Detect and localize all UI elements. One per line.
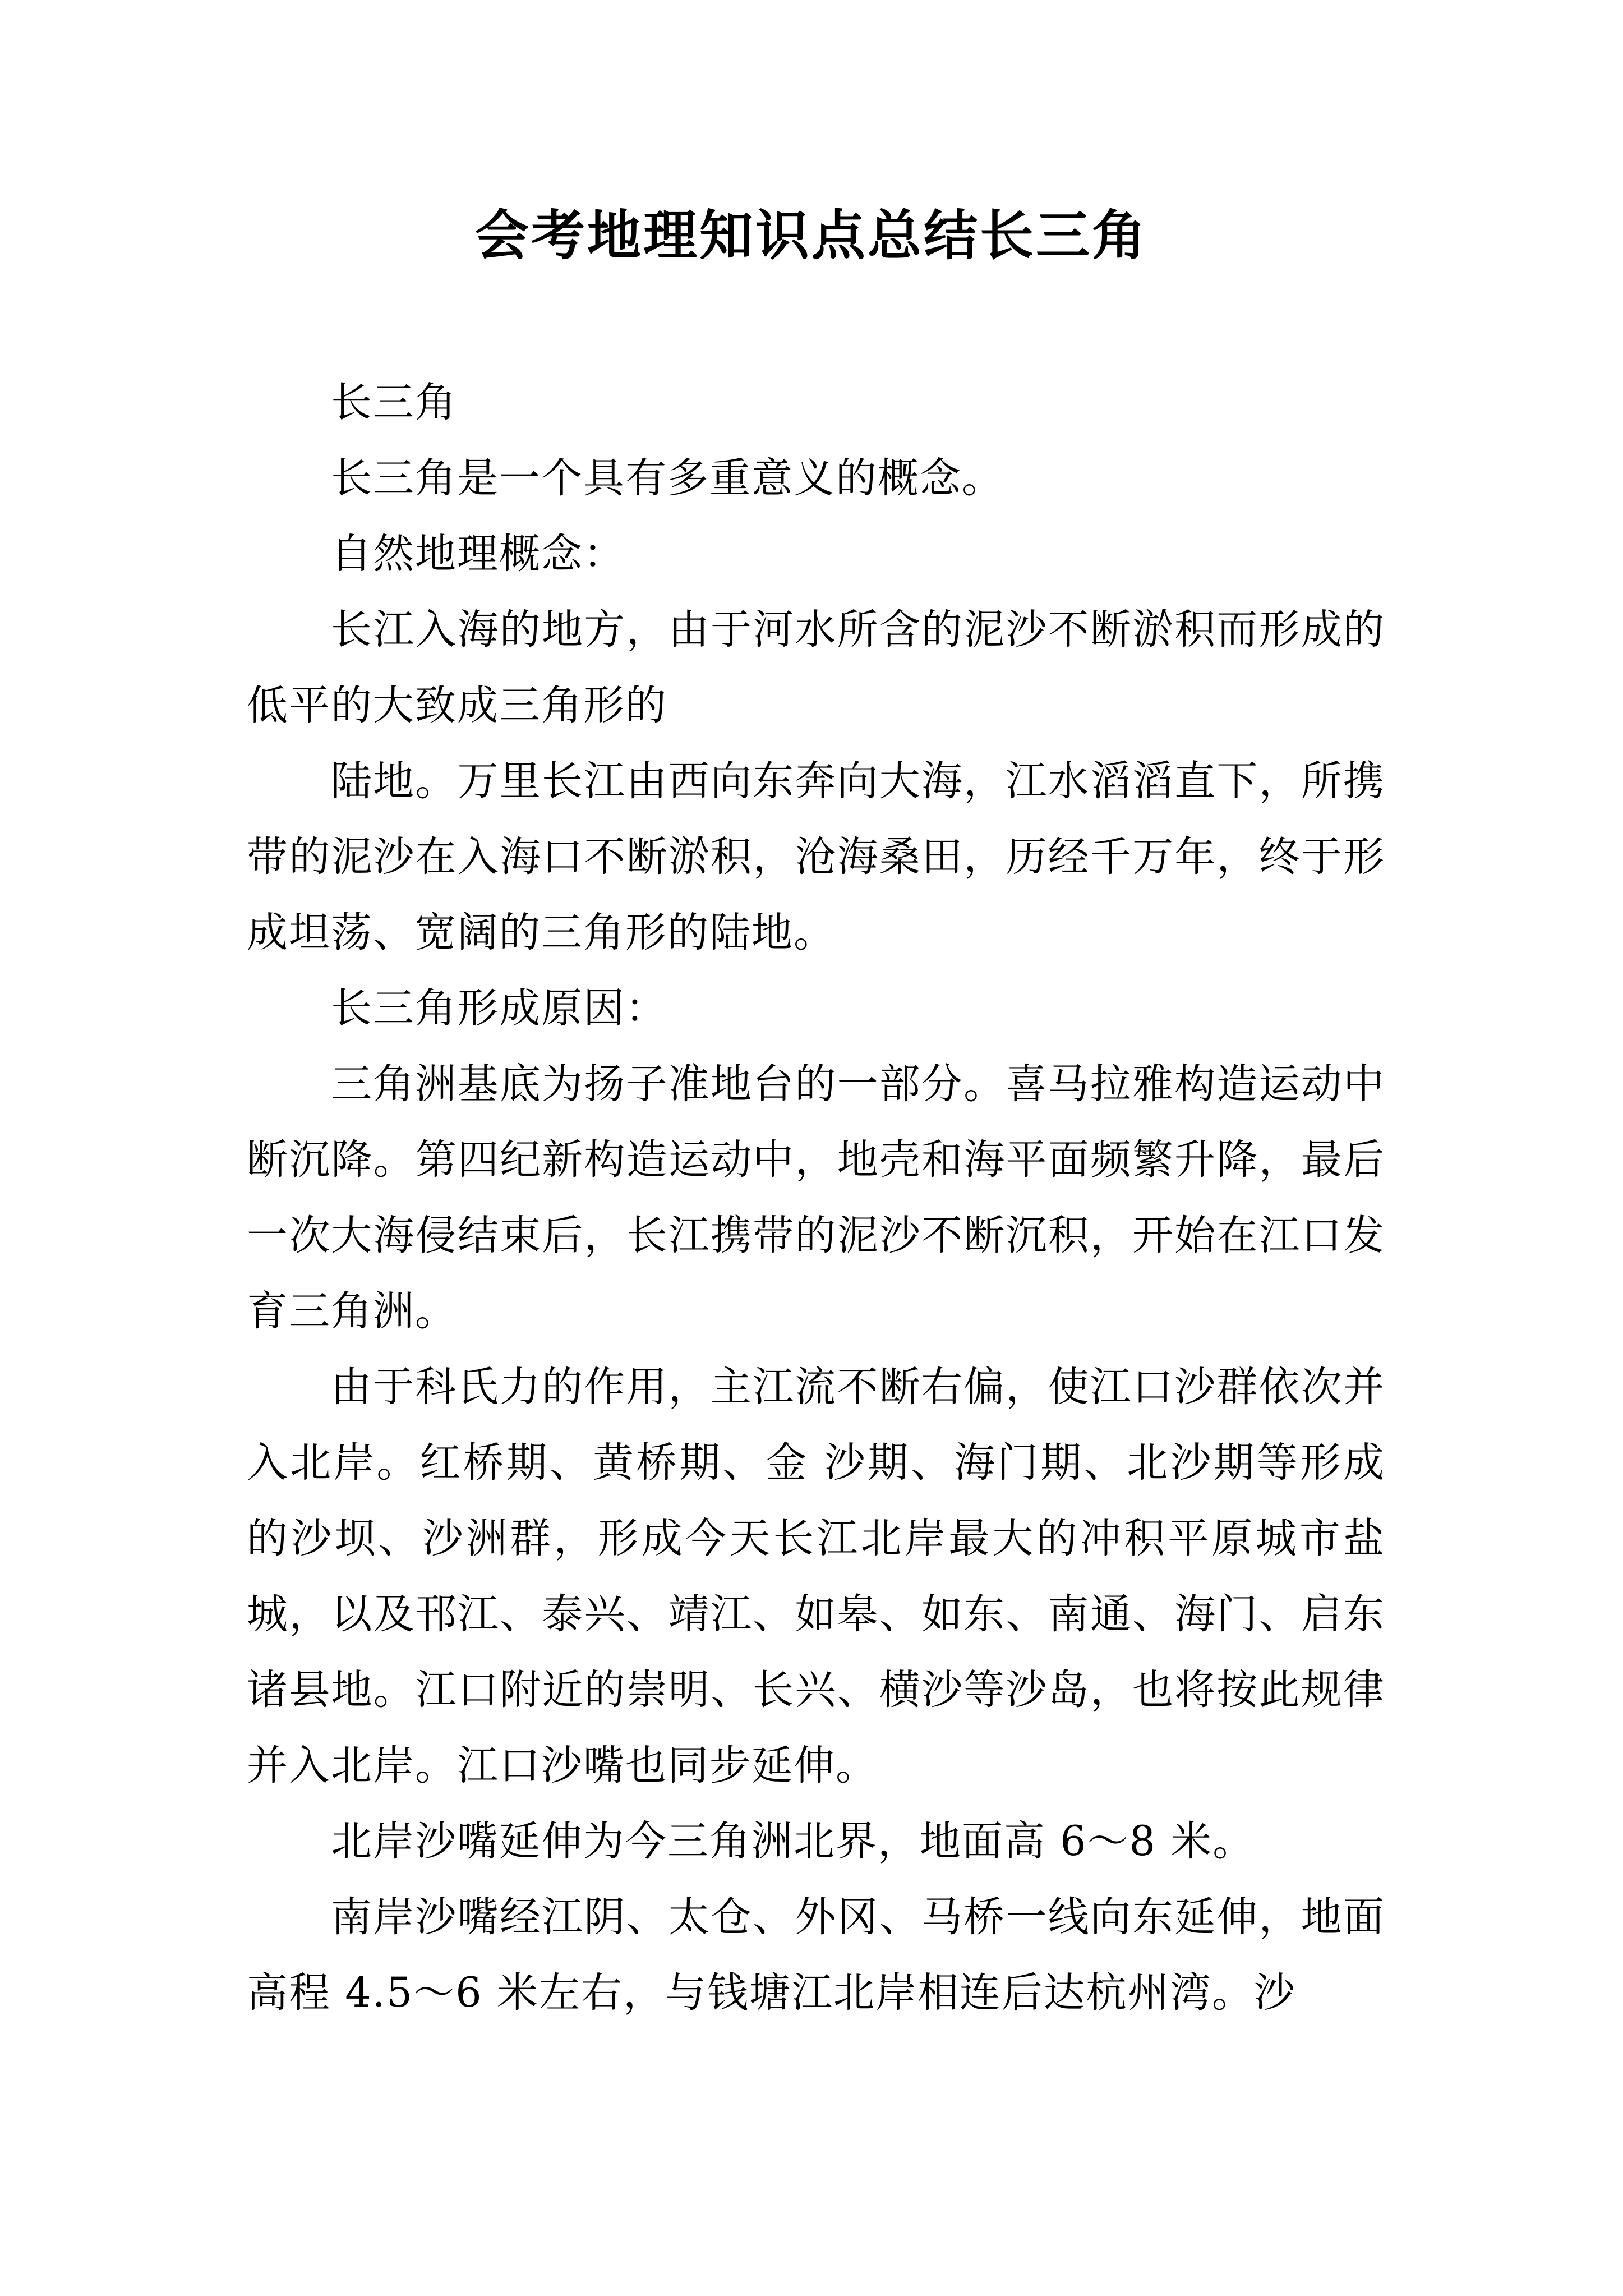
paragraph-coriolis: 由于科氏力的作用，主江流不断右偏，使江口沙群依次并入北岸。红桥期、黄桥期、金 沙期、海门期、北沙期等形成的沙坝、沙洲群，形成今天长江北岸最大的冲积平原城市盐城，以及邗江、泰兴、靖江、如皋、如东、南通、海门、启东诸县地。江口附近的崇明、长兴、横沙等沙岛，也将按此规律并入北岸。江口沙嘴也同步延伸。 [247,1363,1385,1789]
document-title: 会考地理知识点总结长三角 [475,204,1148,267]
document-body [247,365,1385,2031]
paragraph-south-bank: 南岸沙嘴经江阴、太仓、外冈、马桥一线向东延伸，地面高程 4.5～6 米左右，与钱塘江北岸相连后达杭州湾。沙 [247,1893,1385,2017]
paragraph-heading-yangtze-delta: 长三角 [331,379,457,426]
paragraph-north-bank: 北岸沙嘴延伸为今三角洲北界，地面高 6～8 米。 [331,1818,1255,1865]
paragraph-physical-geography-heading: 自然地理概念： [331,530,625,578]
paragraph-land-formation: 陆地。万里长江由西向东奔向大海，江水滔滔直下，所携带的泥沙在入海口不断淤积，沧海桑田，历经千万年，终于形成坦荡、宽阔的三角形的陆地。 [247,757,1385,956]
paragraph-river-mouth: 长江入海的地方，由于河水所含的泥沙不断淤积而形成的低平的大致成三角形的 [247,606,1385,729]
paragraph-basement: 三角洲基底为扬子准地台的一部分。喜马拉雅构造运动中断沉降。第四纪新构造运动中，地壳和海平面频繁升降，最后一次大海侵结束后，长江携带的泥沙不断沉积，开始在江口发育三角洲。 [247,1060,1385,1335]
paragraph-formation-cause-heading: 长三角形成原因： [331,984,667,1032]
paragraph-concept-intro: 长三角是一个具有多重意义的概念。 [331,454,1004,502]
